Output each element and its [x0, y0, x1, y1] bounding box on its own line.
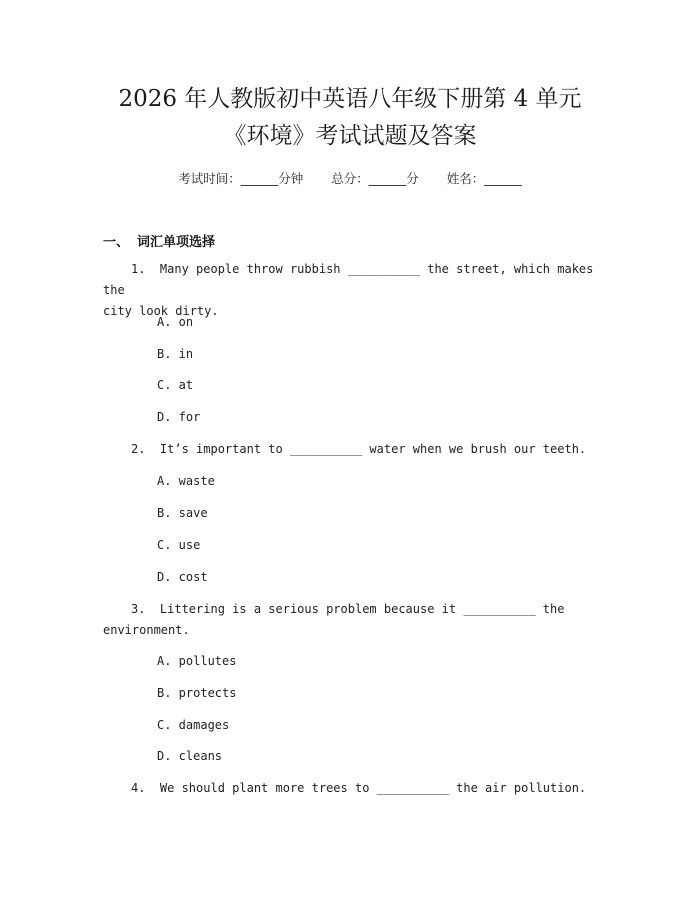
- option-a[interactable]: A. on: [157, 315, 194, 329]
- student-name-field: 姓名：______: [446, 171, 522, 186]
- question-text-line1: It’s important to __________ water when we brush our teeth.: [159, 442, 587, 456]
- question-number: 1.: [131, 262, 146, 276]
- section-number: 一、: [103, 235, 130, 250]
- question-3: [103, 599, 603, 641]
- option-d[interactable]: D. cost: [157, 570, 208, 584]
- question-2: [103, 439, 603, 460]
- question-number: 4.: [131, 781, 146, 795]
- page-title-line2: 《环境》考试试题及答案: [223, 123, 477, 149]
- page-title-line1: 2026 年人教版初中英语八年级下册第 4 单元: [118, 86, 582, 112]
- question-text-line2: environment.: [103, 623, 190, 637]
- question-text-line1: We should plant more trees to __________ the air pollution.: [159, 781, 587, 795]
- option-b[interactable]: B. protects: [157, 686, 237, 700]
- option-c[interactable]: C. damages: [157, 718, 230, 732]
- option-b[interactable]: B. in: [157, 347, 194, 361]
- question-number: 3.: [131, 602, 146, 616]
- exam-time-field: 考试时间：______分钟: [178, 171, 304, 186]
- option-d[interactable]: D. cleans: [157, 749, 223, 763]
- option-b[interactable]: B. save: [157, 506, 208, 520]
- question-number: 2.: [131, 442, 146, 456]
- option-c[interactable]: C. at: [157, 378, 194, 392]
- section-title: 词汇单项选择: [137, 235, 216, 250]
- question-4: [103, 778, 603, 799]
- option-a[interactable]: A. pollutes: [157, 654, 237, 668]
- question-1: [103, 259, 603, 322]
- question-text-line1: Littering is a serious problem because it __________ the: [159, 602, 565, 616]
- option-a[interactable]: A. waste: [157, 474, 215, 488]
- question-text-line1: Many people throw rubbish __________ the street, which makes the: [103, 262, 601, 297]
- option-d[interactable]: D. for: [157, 410, 201, 424]
- exam-info-row: [0, 169, 700, 187]
- section-heading: [103, 231, 215, 250]
- question-text-line2: city look dirty.: [103, 304, 219, 318]
- total-score-field: 总分：______分: [331, 171, 419, 186]
- option-c[interactable]: C. use: [157, 538, 201, 552]
